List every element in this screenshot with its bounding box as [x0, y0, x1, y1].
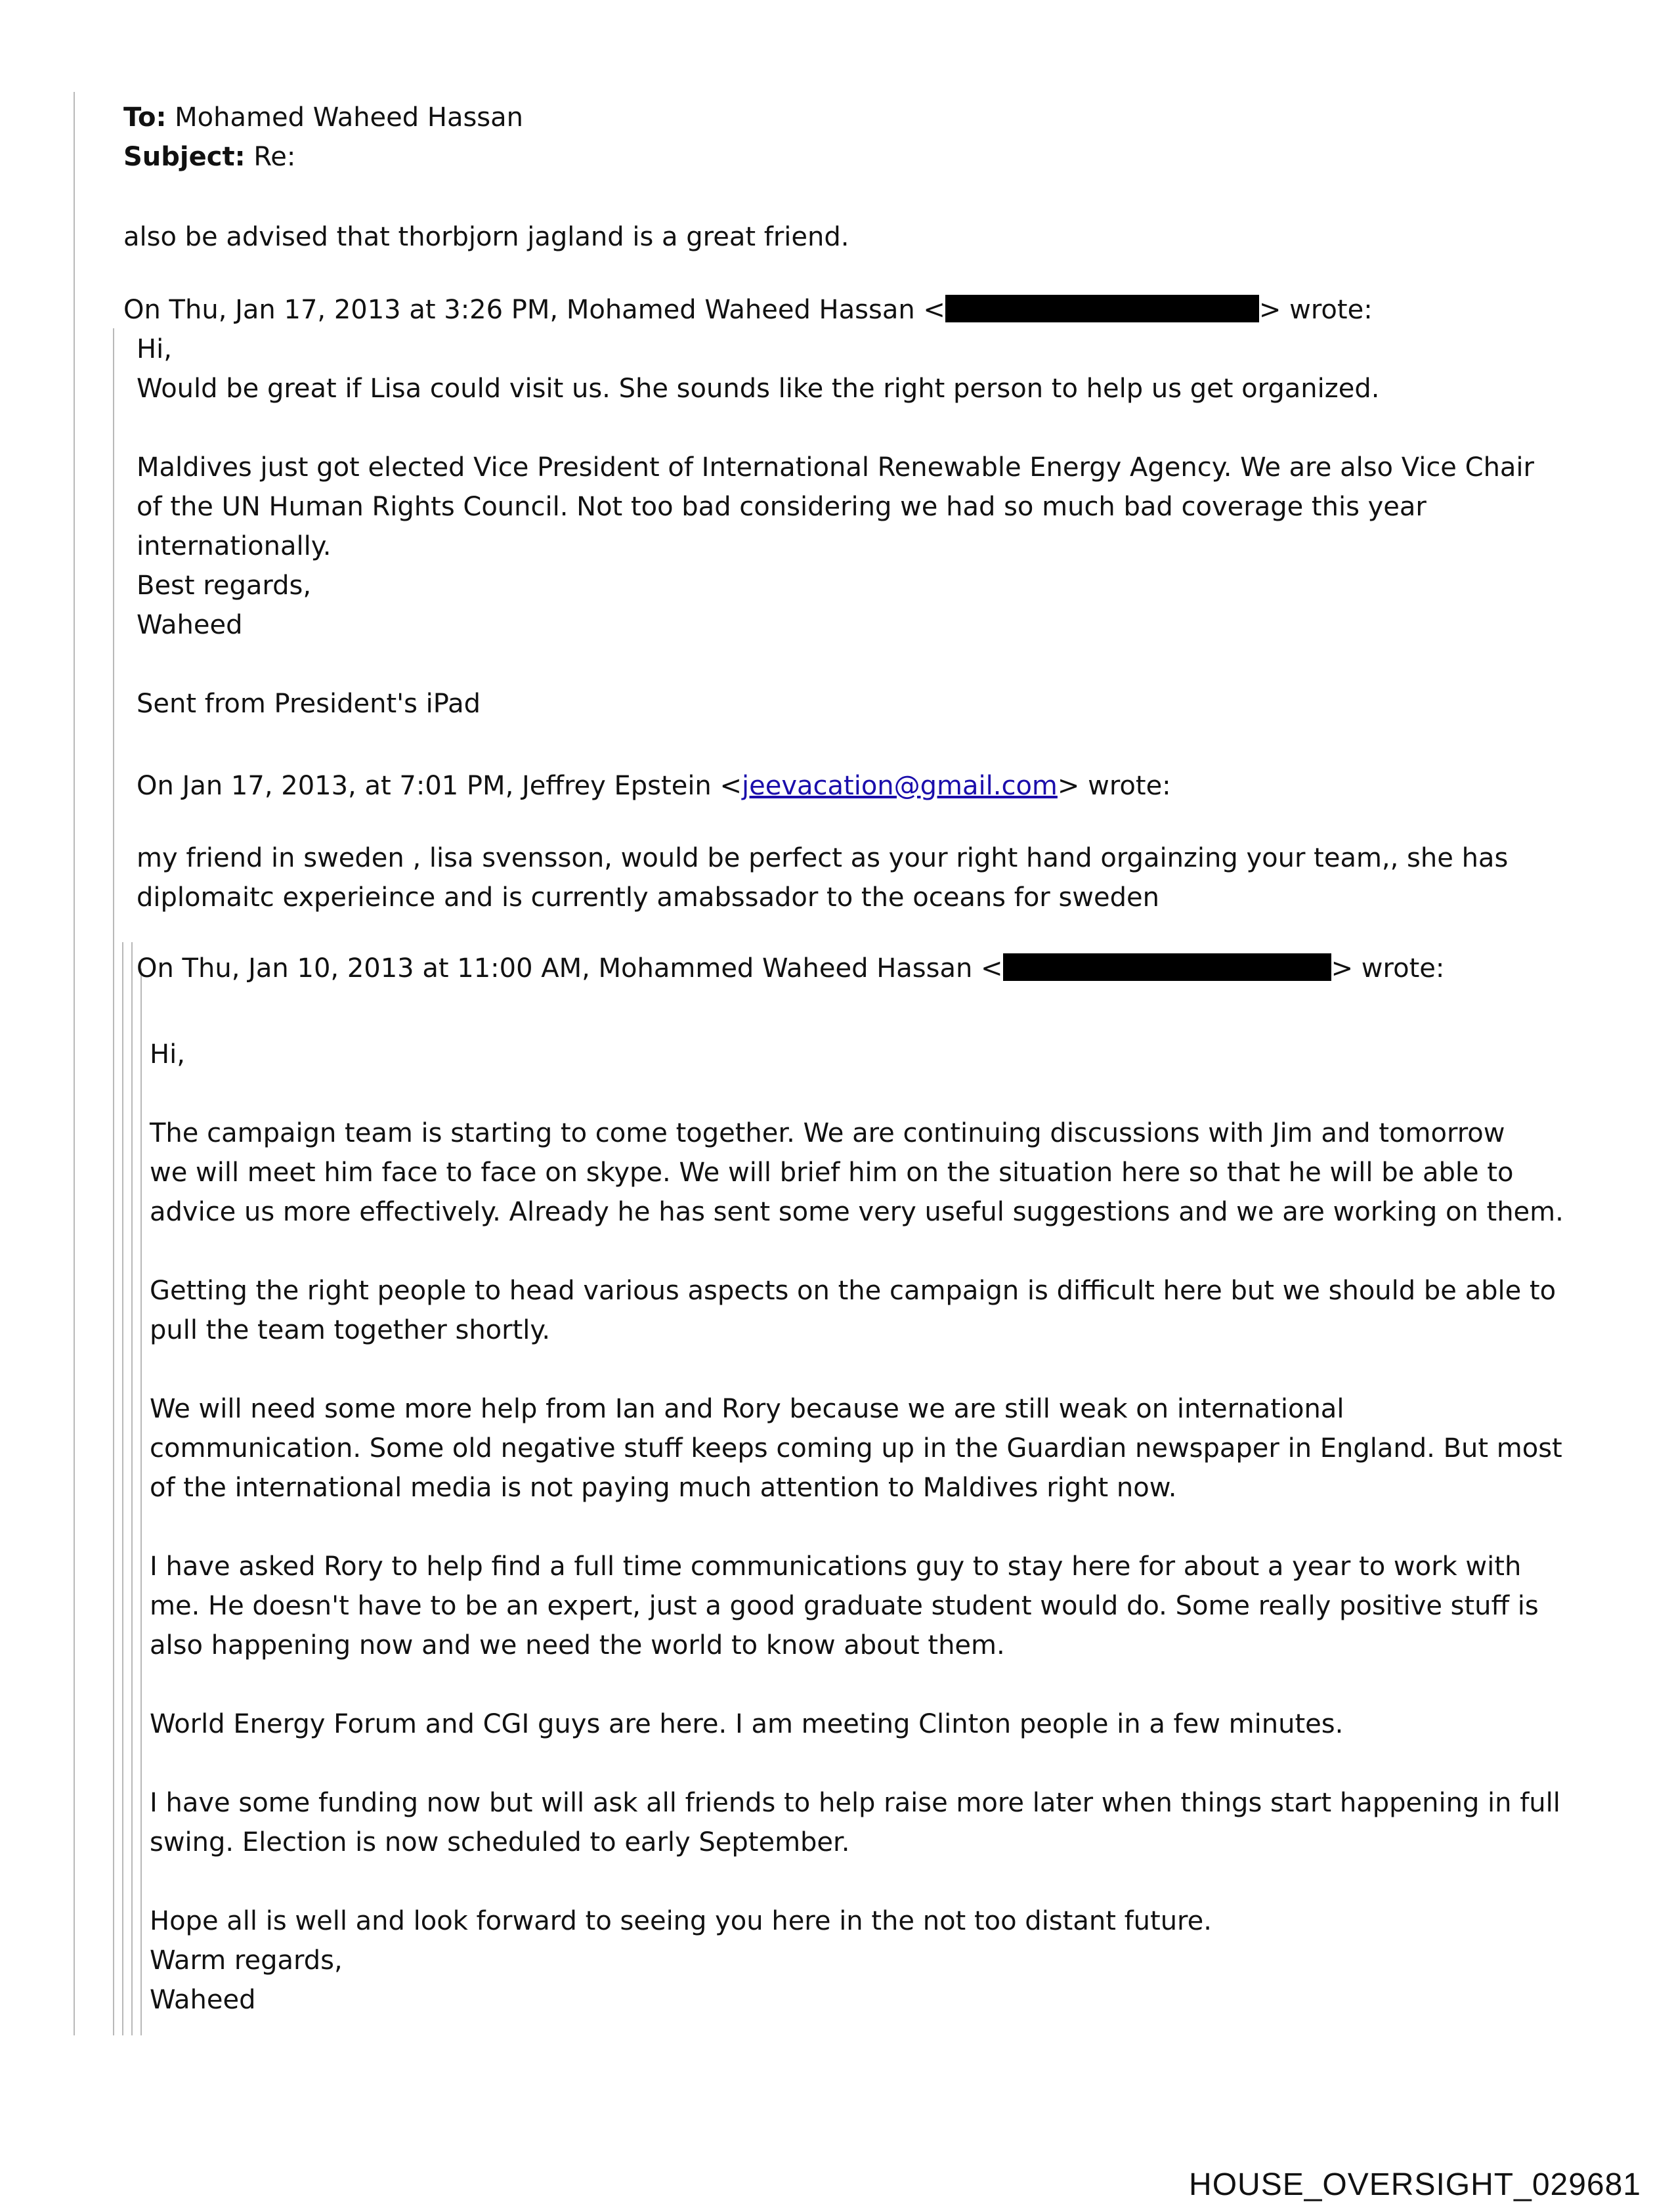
reply2-line: my friend in sweden , lisa svensson, would be perfect as your right hand orgainzing your team,, she has [137, 843, 1509, 873]
top-message-text: also be advised that thorbjorn jagland is a great friend. [123, 222, 849, 252]
reply2-attribution [137, 766, 1171, 806]
reply3-line: we will meet him face to face on skype. We will brief him on the situation here so that he will be able to [150, 1158, 1514, 1188]
reply1-line: Hi, [137, 334, 172, 364]
reply3-line: communication. Some old negative stuff keeps coming up in the Guardian newspaper in England. But most [150, 1433, 1562, 1464]
reply1-line: Would be great if Lisa could visit us. She sounds like the right person to help us get organized. [137, 374, 1380, 404]
reply3-line: also happening now and we need the world to know about them. [150, 1630, 1005, 1660]
reply2-attribution-suffix: > wrote: [1057, 771, 1171, 801]
reply1-line: Sent from President's iPad [137, 689, 481, 719]
reply1-attribution-prefix: On Thu, Jan 17, 2013 at 3:26 PM, Mohamed Waheed Hassan < [123, 295, 945, 325]
top-message [123, 217, 849, 257]
bates-number: HOUSE_OVERSIGHT_029681 [1189, 2167, 1641, 2202]
redaction-block-1 [945, 295, 1259, 322]
subject-label: Subject: [123, 142, 246, 172]
reply3-attribution-prefix: On Thu, Jan 10, 2013 at 11:00 AM, Mohammed Waheed Hassan < [137, 953, 1003, 984]
reply3-body [150, 1035, 1564, 2020]
reply3-line: I have asked Rory to help find a full time communications guy to stay here for about a year to work with [150, 1551, 1522, 1582]
reply1-attribution-suffix: > wrote: [1258, 295, 1373, 325]
reply3-line: of the international media is not paying much attention to Maldives right now. [150, 1473, 1177, 1503]
reply3-line: swing. Election is now scheduled to early September. [150, 1827, 850, 1857]
quote-bar-3 [122, 942, 123, 2035]
reply1-line: of the UN Human Rights Council. Not too bad considering we had so much bad coverage this year [137, 492, 1427, 522]
reply2-body [137, 838, 1508, 917]
redaction-block-2 [1003, 953, 1331, 981]
quote-bar-5 [140, 968, 142, 2035]
subject-line [123, 137, 523, 177]
reply1-attribution [123, 290, 1373, 330]
reply2-line: diplomaitc experieince and is currently amabssador to the oceans for sweden [137, 882, 1159, 913]
reply3-line: Hi, [150, 1039, 185, 1070]
reply1-line: Waheed [137, 610, 243, 640]
reply3-line: pull the team together shortly. [150, 1315, 551, 1345]
reply3-line: The campaign team is starting to come together. We are continuing discussions with Jim and tomorrow [150, 1118, 1505, 1148]
reply3-line: Warm regards, [150, 1945, 343, 1976]
reply1-line: internationally. [137, 531, 332, 561]
reply1-line: Maldives just got elected Vice President of International Renewable Energy Agency. We are also Vice Chair [137, 452, 1534, 483]
reply3-attribution [137, 949, 1444, 988]
reply3-line: We will need some more help from Ian and Rory because we are still weak on international [150, 1394, 1344, 1424]
sender-email-link[interactable]: jeevacation@gmail.com [742, 771, 1058, 801]
reply1-line: Best regards, [137, 571, 312, 601]
quote-bar-4 [131, 942, 133, 2035]
to-value: Mohamed Waheed Hassan [175, 102, 524, 133]
email-header [123, 98, 523, 177]
reply3-line: Waheed [150, 1985, 256, 2015]
reply1-body [137, 330, 1534, 724]
reply3-line: Getting the right people to head various aspects on the campaign is difficult here but we should be able to [150, 1276, 1556, 1306]
reply2-attribution-prefix: On Jan 17, 2013, at 7:01 PM, Jeffrey Epstein < [137, 771, 742, 801]
reply3-line: me. He doesn't have to be an expert, just a good graduate student would do. Some really positive stuff is [150, 1591, 1539, 1621]
quote-bar-2 [113, 328, 114, 2035]
subject-value: Re: [253, 142, 296, 172]
reply3-line: Hope all is well and look forward to seeing you here in the not too distant future. [150, 1906, 1212, 1936]
reply3-line: World Energy Forum and CGI guys are here. I am meeting Clinton people in a few minutes. [150, 1709, 1344, 1739]
quote-bar-1 [74, 92, 75, 2035]
to-line [123, 98, 523, 137]
reply3-line: I have some funding now but will ask all friends to help raise more later when things start happening in full [150, 1788, 1560, 1818]
reply3-line: advice us more effectively. Already he has sent some very useful suggestions and we are working on them. [150, 1197, 1564, 1227]
reply3-attribution-suffix: > wrote: [1331, 953, 1445, 984]
to-label: To: [123, 102, 167, 133]
